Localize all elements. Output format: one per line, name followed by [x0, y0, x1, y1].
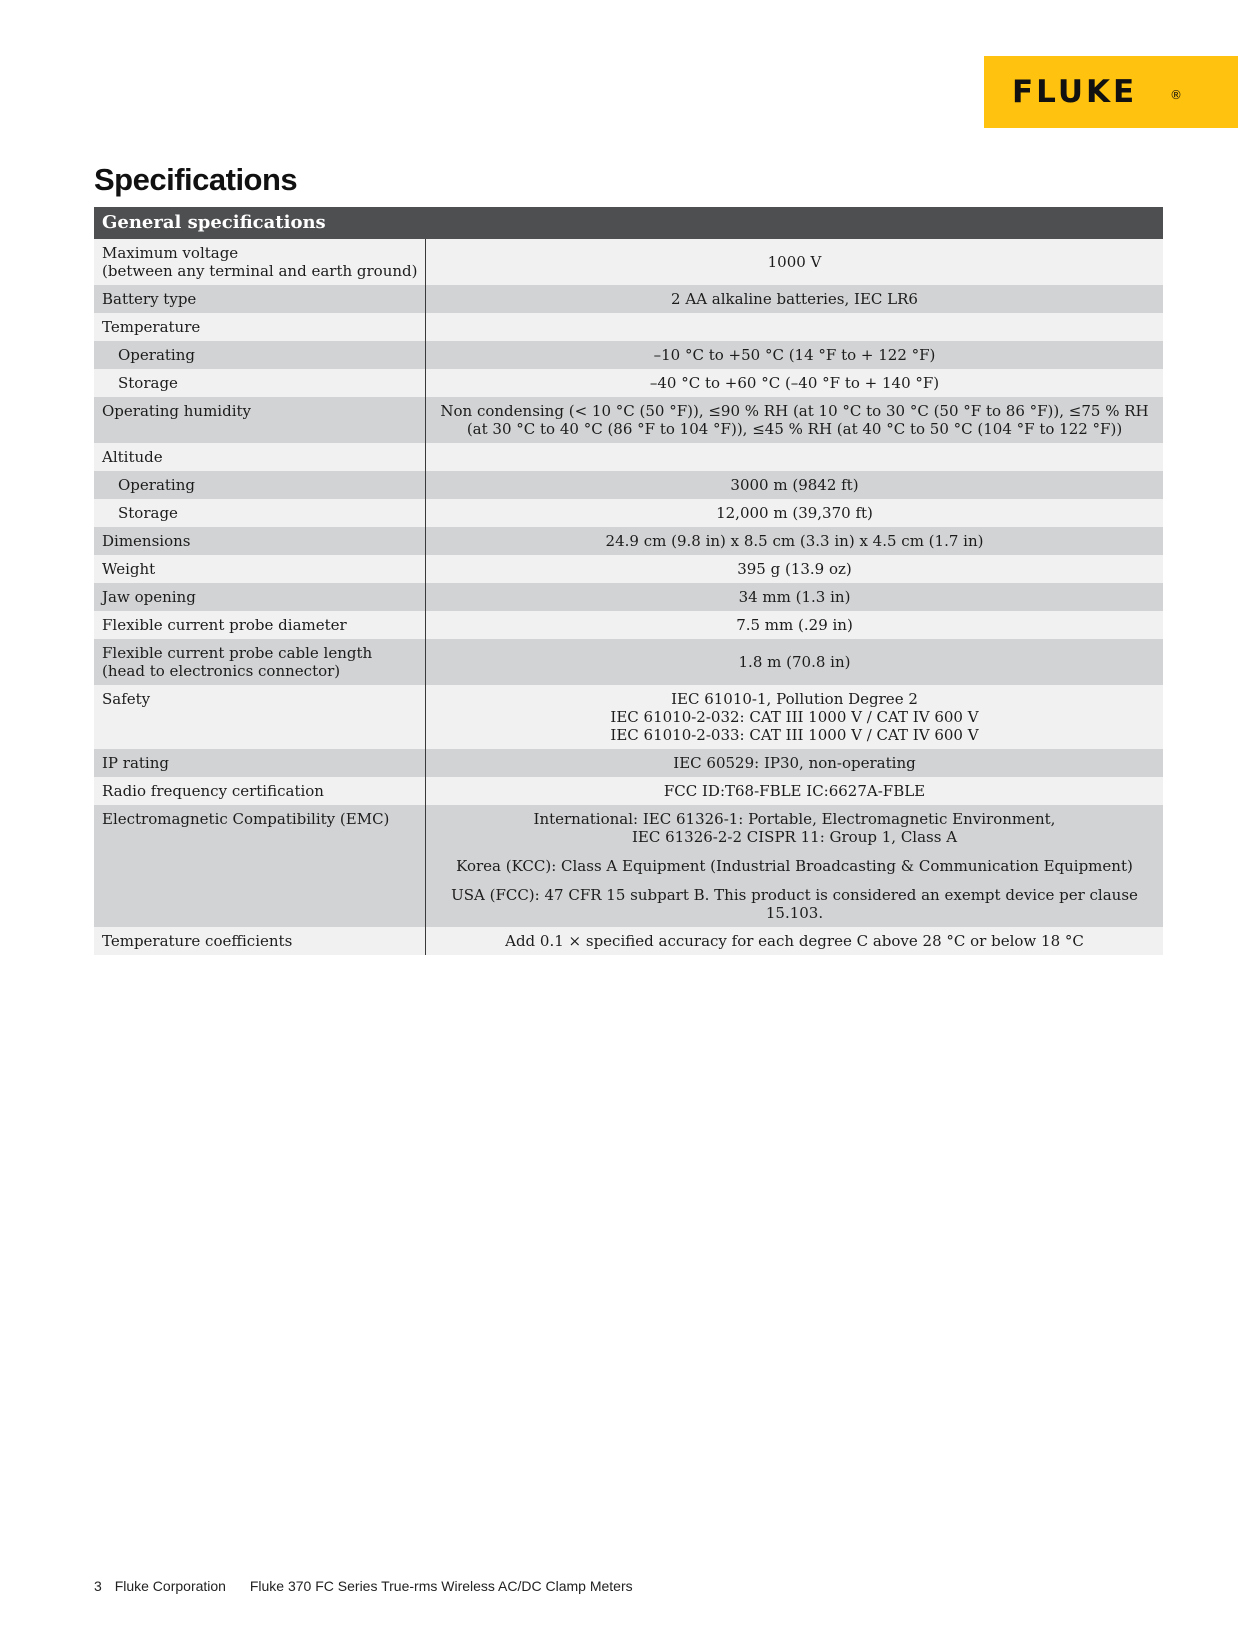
spec-label-line: Storage	[118, 504, 178, 522]
page-footer	[94, 1578, 633, 1594]
spec-value-paragraph	[436, 886, 1153, 922]
table-row	[94, 369, 1163, 397]
spec-label-line: Electromagnetic Compatibility (EMC)	[102, 810, 390, 828]
spec-label	[94, 555, 426, 583]
spec-value-line: 15.103.	[765, 904, 824, 922]
table-row	[94, 805, 1163, 927]
spec-value	[426, 471, 1163, 499]
spec-label-line: (head to electronics connector)	[102, 662, 341, 680]
spec-value-line: Non condensing (< 10 °C (50 °F)), ≤90 % RH (at 10 °C to 30 °C (50 °F to 86 °F)), ≤75 % RH	[440, 402, 1149, 420]
spec-value-line: Add 0.1 × specified accuracy for each degree C above 28 °C or below 18 °C	[505, 932, 1084, 950]
spec-label	[94, 639, 426, 685]
table-row	[94, 341, 1163, 369]
table-row	[94, 285, 1163, 313]
spec-label	[94, 239, 426, 285]
spec-label	[94, 805, 426, 927]
spec-label	[94, 369, 426, 397]
spec-value	[426, 239, 1163, 285]
spec-value-line: 395 g (13.9 oz)	[737, 560, 852, 578]
footer-company: Fluke Corporation	[114, 1578, 226, 1594]
spec-value-paragraph	[436, 857, 1153, 875]
spec-value-line: Korea (KCC): Class A Equipment (Industrial Broadcasting & Communication Equipment)	[456, 857, 1133, 875]
spec-label-line: Temperature	[102, 318, 201, 336]
table-row	[94, 499, 1163, 527]
table-row	[94, 777, 1163, 805]
spec-value	[426, 555, 1163, 583]
spec-value-line: IEC 61010-2-033: CAT III 1000 V / CAT IV 600 V	[610, 726, 979, 744]
spec-label-line: (between any terminal and earth ground)	[102, 262, 418, 280]
spec-value-line: FCC ID:T68-FBLE IC:6627A-FBLE	[663, 782, 926, 800]
spec-label	[94, 685, 426, 749]
spec-value	[426, 685, 1163, 749]
spec-value-line: 24.9 cm (9.8 in) x 8.5 cm (3.3 in) x 4.5 cm (1.7 in)	[605, 532, 984, 550]
spec-label-line: Dimensions	[102, 532, 191, 550]
spec-value-line: International: IEC 61326-1: Portable, Electromagnetic Environment,	[533, 810, 1056, 828]
spec-value-line: IEC 61326-2-2 CISPR 11: Group 1, Class A	[631, 828, 958, 846]
spec-value-line: IEC 61010-2-032: CAT III 1000 V / CAT IV 600 V	[610, 708, 979, 726]
spec-value	[426, 285, 1163, 313]
spec-value	[426, 927, 1163, 955]
table-row	[94, 313, 1163, 341]
spec-label	[94, 927, 426, 955]
spec-value	[426, 639, 1163, 685]
spec-value	[426, 527, 1163, 555]
spec-label	[94, 341, 426, 369]
spec-label	[94, 471, 426, 499]
spec-label	[94, 749, 426, 777]
spec-label-line: Altitude	[102, 448, 163, 466]
spec-value-paragraph	[436, 810, 1153, 846]
fluke-logo	[984, 56, 1238, 128]
spec-label	[94, 285, 426, 313]
table-row	[94, 443, 1163, 471]
footer-document-title: Fluke 370 FC Series True-rms Wireless AC/DC Clamp Meters	[249, 1578, 633, 1594]
spec-label-line: Temperature coefficients	[102, 932, 293, 950]
spec-value	[426, 583, 1163, 611]
spec-value-line: IEC 61010-1, Pollution Degree 2	[671, 690, 918, 708]
table-row	[94, 639, 1163, 685]
page-number: 3	[94, 1578, 102, 1594]
spec-label	[94, 499, 426, 527]
table-row	[94, 611, 1163, 639]
spec-value	[426, 749, 1163, 777]
spec-value-line: –40 °C to +60 °C (–40 °F to + 140 °F)	[649, 374, 940, 392]
spec-label-line: Flexible current probe diameter	[102, 616, 347, 634]
spec-label	[94, 443, 426, 471]
spec-value	[426, 805, 1163, 927]
spec-value-line: 2 AA alkaline batteries, IEC LR6	[671, 290, 918, 308]
spec-value-line: 12,000 m (39,370 ft)	[716, 504, 873, 522]
spec-label	[94, 611, 426, 639]
spec-value	[426, 611, 1163, 639]
spec-value-line: 3000 m (9842 ft)	[730, 476, 859, 494]
table-row	[94, 471, 1163, 499]
table-row	[94, 397, 1163, 443]
spec-value	[426, 369, 1163, 397]
spec-value	[426, 499, 1163, 527]
spec-label-line: Operating	[118, 476, 195, 494]
table-row	[94, 239, 1163, 285]
spec-label-line: Battery type	[102, 290, 197, 308]
table-header: General specifications	[94, 207, 1163, 239]
spec-label-line: Operating humidity	[102, 402, 251, 420]
spec-value-line: –10 °C to +50 °C (14 °F to + 122 °F)	[653, 346, 936, 364]
spec-value-line: USA (FCC): 47 CFR 15 subpart B. This product is considered an exempt device per clause	[451, 886, 1138, 904]
table-row	[94, 555, 1163, 583]
spec-value	[426, 341, 1163, 369]
spec-value-line: 1.8 m (70.8 in)	[738, 653, 851, 671]
general-specifications-table	[94, 207, 1163, 955]
spec-value-line: (at 30 °C to 40 °C (86 °F to 104 °F)), ≤45 % RH (at 40 °C to 50 °C (104 °F to 122 °F))	[466, 420, 1123, 438]
table-body	[94, 239, 1163, 955]
table-row	[94, 685, 1163, 749]
spec-value	[426, 313, 1163, 341]
spec-label-line: Safety	[102, 690, 151, 708]
spec-label-line: Jaw opening	[102, 588, 196, 606]
spec-value-line: IEC 60529: IP30, non-operating	[673, 754, 916, 772]
page-title: Specifications	[94, 162, 298, 197]
table-row	[94, 927, 1163, 955]
spec-label-line: Maximum voltage	[102, 244, 239, 262]
spec-value	[426, 443, 1163, 471]
spec-label	[94, 313, 426, 341]
spec-label-line: Radio frequency certification	[102, 782, 324, 800]
table-row	[94, 749, 1163, 777]
table-row	[94, 583, 1163, 611]
spec-value	[426, 397, 1163, 443]
spec-value	[426, 777, 1163, 805]
spec-label	[94, 397, 426, 443]
spec-value-line: 1000 V	[767, 253, 822, 271]
spec-value-line: 7.5 mm (.29 in)	[736, 616, 853, 634]
spec-label	[94, 583, 426, 611]
table-row	[94, 527, 1163, 555]
spec-label-line: Flexible current probe cable length	[102, 644, 373, 662]
spec-label-line: Storage	[118, 374, 178, 392]
registered-mark: ®	[1170, 88, 1182, 102]
spec-label	[94, 777, 426, 805]
logo-wordmark: FLUKE	[1012, 74, 1138, 110]
spec-label	[94, 527, 426, 555]
spec-value-line: 34 mm (1.3 in)	[738, 588, 851, 606]
spec-label-line: IP rating	[102, 754, 169, 772]
spec-label-line: Weight	[102, 560, 156, 578]
spec-label-line: Operating	[118, 346, 195, 364]
